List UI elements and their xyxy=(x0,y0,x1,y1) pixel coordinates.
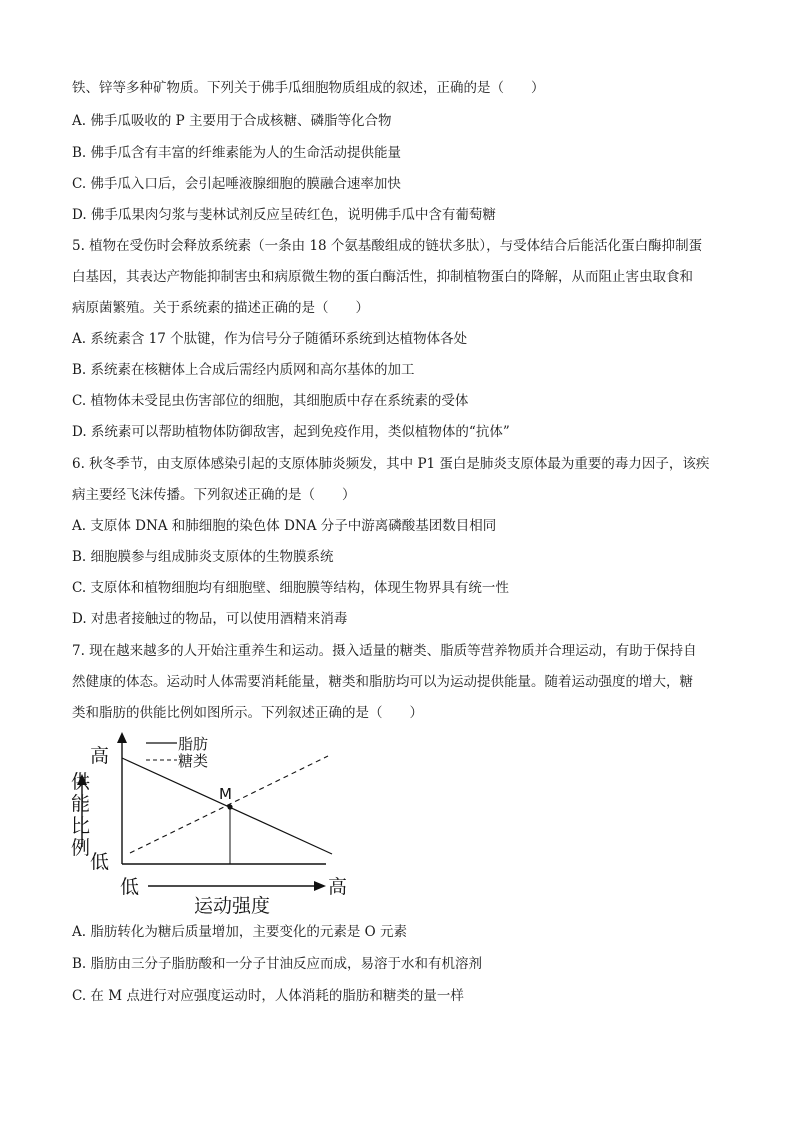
option-a-q7: A. 脂肪转化为糖后质量增加，主要变化的元素是 O 元素 xyxy=(72,924,407,940)
legend-sugar-label: 糖类 xyxy=(178,752,209,770)
text-line: 铁、锌等多种矿物质。下列关于佛手瓜细胞物质组成的叙述，正确的是（ ） xyxy=(72,80,545,96)
option-b-q6: B. 细胞膜参与组成肺炎支原体的生物膜系统 xyxy=(72,549,334,565)
option-d-q5: D. 系统素可以帮助植物体防御敌害，起到免疫作用，类似植物体的“抗体” xyxy=(72,424,510,440)
question-7-stem: 类和脂肪的供能比例如图所示。下列叙述正确的是（ ） xyxy=(72,705,423,721)
question-5-stem: 白基因，其表达产物能抑制害虫和病原微生物的蛋白酶活性，抑制植物蛋白的降解，从而阻止害虫取食和 xyxy=(72,269,693,285)
question-7-stem: 7. 现在越来越多的人开始注重养生和运动。摄入适量的糖类、脂质等营养物质并合理运动，有助于保持自 xyxy=(72,643,697,659)
m-label: M xyxy=(219,785,232,803)
fat-line xyxy=(122,758,332,854)
question-5-stem: 病原菌繁殖。关于系统素的描述正确的是（ ） xyxy=(72,300,369,316)
x-low-label: 低 xyxy=(120,876,140,898)
option-a-q4: A. 佛手瓜吸收的 P 主要用于合成核糖、磷脂等化合物 xyxy=(72,113,392,129)
y-label-char: 供 xyxy=(71,771,91,793)
y-high-label: 高 xyxy=(90,745,110,767)
y-label-char: 比 xyxy=(71,815,91,837)
option-c-q6: C. 支原体和植物细胞均有细胞壁、细胞膜等结构，体现生物界具有统一性 xyxy=(72,580,509,596)
y-low-label: 低 xyxy=(90,851,110,873)
question-6-stem: 病主要经飞沫传播。下列叙述正确的是（ ） xyxy=(72,487,356,503)
energy-supply-diagram xyxy=(70,728,370,918)
y-label-char: 例 xyxy=(71,837,91,859)
legend-fat-label: 脂肪 xyxy=(178,735,209,753)
option-d-q6: D. 对患者接触过的物品，可以使用酒精来消毒 xyxy=(72,611,348,627)
question-6-stem: 6. 秋冬季节，由支原体感染引起的支原体肺炎频发，其中 P1 蛋白是肺炎支原体最为重要的毒力因子，该疾 xyxy=(72,456,710,472)
m-point xyxy=(227,804,232,809)
option-b-q5: B. 系统素在核糖体上合成后需经内质网和高尔基体的加工 xyxy=(72,362,415,378)
question-7-stem: 然健康的体态。运动时人体需要消耗能量，糖类和脂肪均可以为运动提供能量。随着运动强度的增大，糖 xyxy=(72,674,693,690)
x-axis-label: 运动强度 xyxy=(194,895,271,917)
option-a-q6: A. 支原体 DNA 和肺细胞的染色体 DNA 分子中游离磷酸基团数目相同 xyxy=(72,518,497,534)
question-5-stem: 5. 植物在受伤时会释放系统素（一条由 18 个氨基酸组成的链状多肽），与受体结合后能活化蛋白酶抑制蛋 xyxy=(72,238,703,254)
option-c-q4: C. 佛手瓜入口后，会引起唾液腺细胞的膜融合速率加快 xyxy=(72,176,401,192)
y-axis-arrow xyxy=(117,732,127,743)
option-c-q7: C. 在 M 点进行对应强度运动时，人体消耗的脂肪和糖类的量一样 xyxy=(72,988,464,1004)
option-a-q5: A. 系统素含 17 个肽键，作为信号分子随循环系统到达植物体各处 xyxy=(72,331,468,347)
option-d-q4: D. 佛手瓜果肉匀浆与斐林试剂反应呈砖红色，说明佛手瓜中含有葡萄糖 xyxy=(72,207,496,223)
x-label-arrow-head xyxy=(314,881,326,891)
x-high-label: 高 xyxy=(328,876,348,898)
option-b-q7: B. 脂肪由三分子脂肪酸和一分子甘油反应而成，易溶于水和有机溶剂 xyxy=(72,956,483,972)
option-b-q4: B. 佛手瓜含有丰富的纤维素能为人的生命活动提供能量 xyxy=(72,145,402,161)
option-c-q5: C. 植物体未受昆虫伤害部位的细胞，其细胞质中存在系统素的受体 xyxy=(72,393,469,409)
y-label-char: 能 xyxy=(71,793,91,815)
